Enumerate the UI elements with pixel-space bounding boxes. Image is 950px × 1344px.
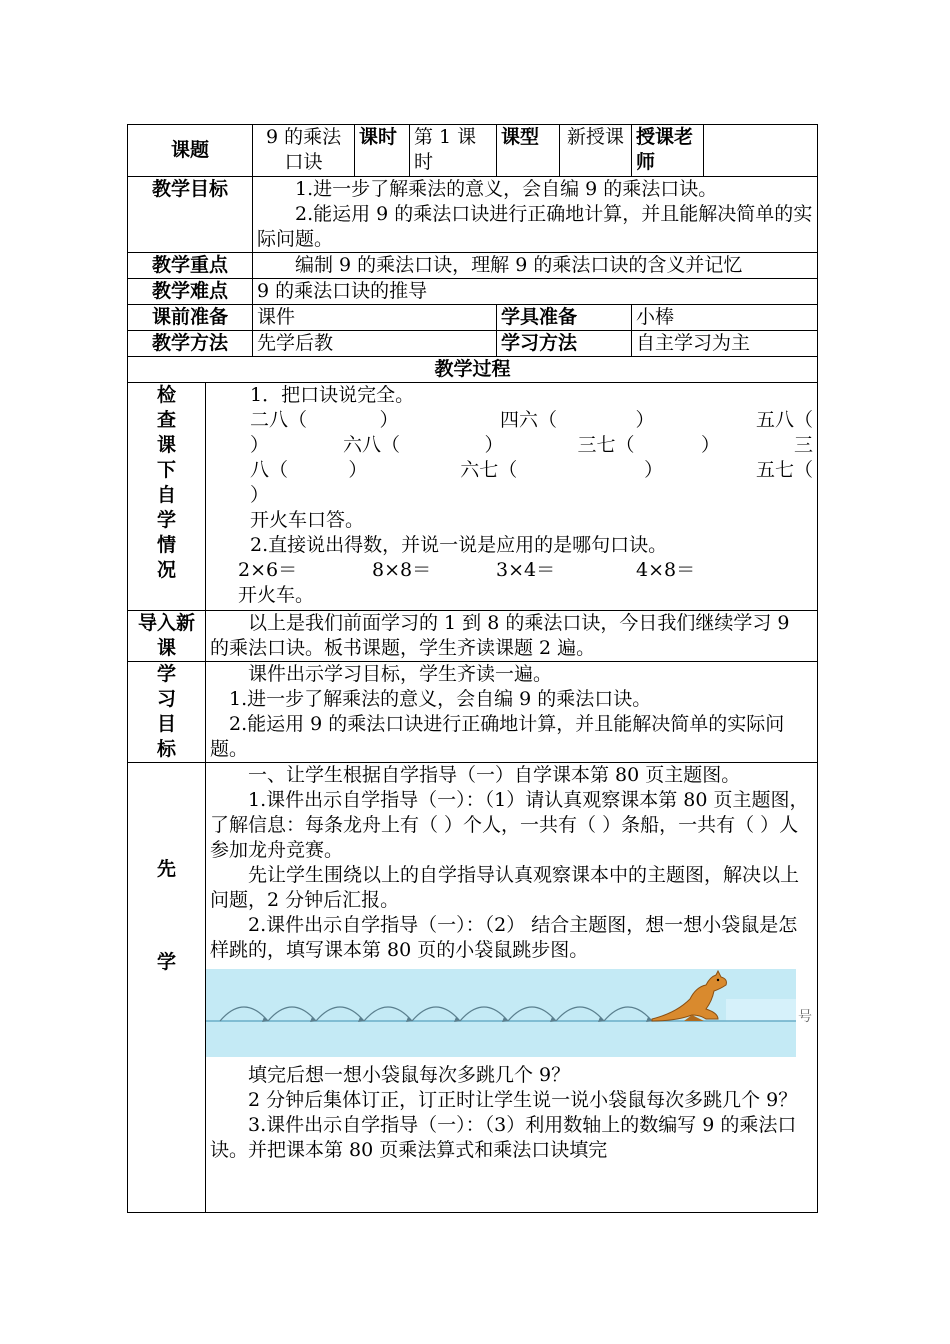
review-row-1: 二八（ ） 四六（ ） 五八（: [250, 409, 814, 431]
review-q2: 2.直接说出得数，并说一说是应用的是哪句口诀。: [250, 534, 668, 556]
key-point-value: 编制 9 的乘法口诀，理解 9 的乘法口诀的含义并记忆: [253, 253, 818, 279]
study-goals-row: [128, 662, 818, 763]
study-goals-line-1: 1.进一步了解乘法的意义，会自编 9 的乘法口诀。: [229, 688, 652, 710]
study-method-value: 自主学习为主: [632, 331, 818, 357]
side-mark: 号: [798, 1009, 812, 1025]
study-goals-content: [206, 662, 818, 763]
key-point-row: [128, 253, 818, 279]
lesson-plan-page: [127, 124, 817, 1213]
tools-label: 学具准备: [497, 305, 632, 331]
review-train-1: 开火车口答。: [250, 509, 365, 531]
difficulty-row: [128, 279, 818, 305]
review-row-3: 八（ ） 六七（ ） 五七（: [250, 459, 814, 481]
hours-label: 课时: [355, 125, 410, 177]
review-content: [206, 383, 818, 611]
prep-row: [128, 305, 818, 331]
review-label: 检 查 课 下 自 学 情 况: [128, 383, 206, 611]
pre-learn-label: 先 学: [128, 763, 206, 1213]
intro-row: [128, 611, 818, 662]
kangaroo-jump-illustration: [206, 969, 796, 1057]
method-label: 教学方法: [128, 331, 253, 357]
review-row-4: ）: [250, 484, 270, 506]
pre-learn-p4: 2.课件出示自学指导（一）：（2） 结合主题图，想一想小袋鼠是怎样跳的，填写课本第 80 页的小袋鼠跳步图。: [210, 914, 798, 961]
type-label: 课型: [497, 125, 560, 177]
review-row: [128, 383, 818, 611]
pre-learn-row: [128, 763, 818, 1213]
goals-row: [128, 177, 818, 253]
topic-value: 9 的乘法口诀: [253, 125, 355, 177]
review-train-2: 开火车。: [238, 584, 315, 606]
pre-learn-p1: 一、让学生根据自学指导（一）自学课本第 80 页主题图。: [248, 764, 741, 786]
method-row: [128, 331, 818, 357]
topic-label: 课题: [128, 125, 253, 177]
pre-learn-content: [206, 763, 818, 1213]
lesson-plan-table: [127, 124, 818, 1213]
kangaroo-jump-figure: [206, 969, 812, 1057]
method-value: 先学后教: [253, 331, 497, 357]
study-goals-line-0: 课件出示学习目标，学生齐读一遍。: [248, 663, 553, 685]
pre-learn-p6: 2 分钟后集体订正，订正时让学生说一说小袋鼠每次多跳几个 9？: [248, 1089, 798, 1111]
pre-learn-p3: 先让学生围绕以上的自学指导认真观察课本中的主题图，解决以上问题，2 分钟后汇报。: [210, 864, 800, 911]
difficulty-value: 9 的乘法口诀的推导: [253, 279, 818, 305]
teacher-label: 授课老师: [632, 125, 704, 177]
difficulty-label: 教学难点: [128, 279, 253, 305]
process-title-row: [128, 357, 818, 383]
pre-learn-p2: 1.课件出示自学指导（一）：（1）请认真观察课本第 80 页主题图，了解信息：每条龙舟上有（ ）个人，一共有（ ）条船，一共有（ ）人参加龙舟竞赛。: [210, 789, 809, 861]
process-title: 教学过程: [128, 357, 818, 383]
key-point-label: 教学重点: [128, 253, 253, 279]
intro-label: 导入新课: [128, 611, 206, 662]
pre-learn-p5: 填完后想一想小袋鼠每次多跳几个 9？: [248, 1064, 571, 1086]
prep-value: 课件: [253, 305, 497, 331]
goals-label: 教学目标: [128, 177, 253, 253]
study-method-label: 学习方法: [497, 331, 632, 357]
header-row: [128, 125, 818, 177]
goals-content: [253, 177, 818, 253]
tools-value: 小棒: [632, 305, 818, 331]
review-row-2: ） 六八（ ） 三七（ ） 三: [250, 434, 813, 456]
study-goals-label: 学 习 目 标: [128, 662, 206, 763]
study-goals-line-2: 2.能运用 9 的乘法口诀进行正确地计算，并且能解决简单的实际问题。: [210, 713, 785, 760]
teacher-value: [704, 125, 818, 177]
review-q1: 1．把口诀说完全。: [250, 384, 415, 406]
pre-learn-p7: 3.课件出示自学指导（一）：（3）利用数轴上的数编写 9 的乘法口诀。并把课本第 80 页乘法算式和乘法口诀填完: [210, 1114, 797, 1161]
hours-value: 第 1 课时: [410, 125, 497, 177]
intro-text: 以上是我们前面学习的 1 到 8 的乘法口诀，今日我们继续学习 9 的乘法口诀。板书课题，学生齐读课题 2 遍。: [206, 611, 818, 662]
prep-label: 课前准备: [128, 305, 253, 331]
goals-line-1: 1.进一步了解乘法的意义，会自编 9 的乘法口诀。: [295, 178, 718, 200]
goals-line-2: 2.能运用 9 的乘法口诀进行正确地计算，并且能解决简单的实际问题。: [257, 203, 813, 250]
type-value: 新授课: [560, 125, 632, 177]
review-calc-row: 2×6＝ 8×8＝ 3×4＝ 4×8＝: [238, 559, 696, 581]
